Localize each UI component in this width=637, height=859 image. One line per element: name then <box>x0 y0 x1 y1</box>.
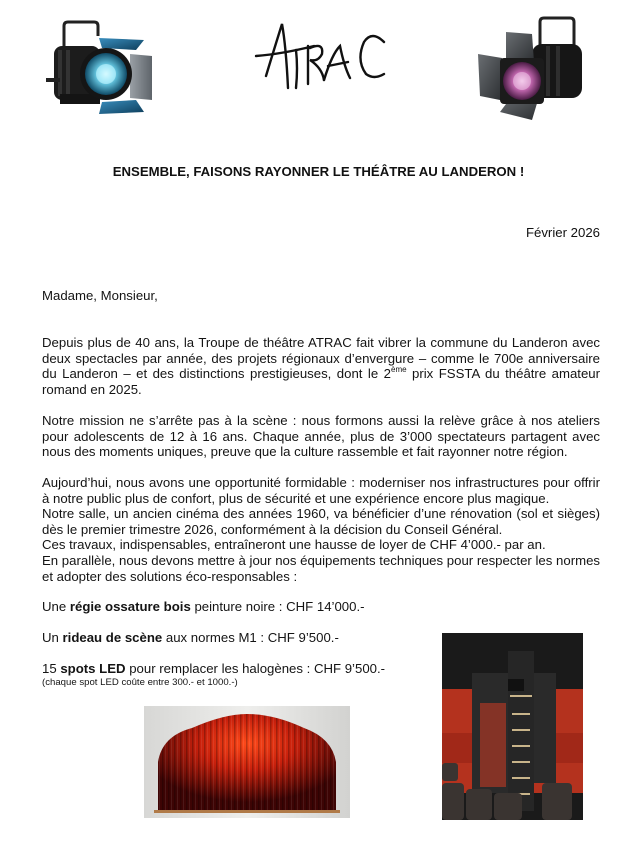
atrac-logo <box>252 16 392 96</box>
atrac-logo-icon <box>252 16 392 96</box>
item-regie <box>42 599 365 615</box>
page-title: ENSEMBLE, FAISONS RAYONNER LE THÉÂTRE AU LANDERON ! <box>112 164 525 179</box>
paragraph-history-text: Depuis plus de 40 ans, la Troupe de théâtre ATRAC fait vibrer la commune du Landeron avec deux spectacles par année, des projets régionaux d’envergure – comme le 700e anniversaire du Landeron – et des distinctions prestigieuses, dont le 2 <box>42 335 600 382</box>
paragraph-opportunity <box>42 475 600 584</box>
letter-date: Février 2026 <box>525 225 600 240</box>
spotlight-blue-icon <box>44 16 156 116</box>
superscript-eme: ème <box>391 365 407 375</box>
item-spots-prefix: 15 <box>42 661 61 676</box>
item-regie-bold: régie ossature bois <box>69 599 191 614</box>
spotlight-blue-image <box>44 16 156 116</box>
item-spots-suffix: pour remplacer les halogènes : CHF 9’500.- <box>125 661 386 676</box>
booth-photo <box>442 633 583 820</box>
item-spots <box>42 661 385 677</box>
spotlight-pink-icon <box>476 14 588 124</box>
paragraph-opportunity-line4: En parallèle, nous devons mettre à jour nos équipements techniques pour respecter les normes et adopter des solutions éco-responsables : <box>42 552 600 584</box>
item-regie-suffix: peinture noire : CHF 14’000.- <box>190 599 365 614</box>
item-rideau <box>42 630 339 646</box>
curtain-photo <box>144 706 350 818</box>
paragraph-opportunity-line3: Ces travaux, indispensables, entraîneront une hausse de loyer de CHF 4’000.- par an. <box>42 537 546 553</box>
paragraph-opportunity-line2: Notre salle, un ancien cinéma des années 1960, va bénéficier d’une rénovation (sol et sièges) dès le premier trimestre 2026, conformément à la décision du Conseil Général. <box>42 506 600 537</box>
paragraph-history <box>42 335 600 397</box>
item-spots-note: (chaque spot LED coûte entre 300.- et 1000.-) <box>42 677 238 688</box>
item-spots-bold: spots LED <box>60 661 126 676</box>
item-rideau-bold: rideau de scène <box>62 630 163 645</box>
spotlight-pink-image <box>476 14 588 124</box>
control-booth-icon <box>442 633 583 820</box>
paragraph-history-text-end: prix FSSTA du théâtre amateur romand en 2025. <box>42 366 600 397</box>
item-rideau-suffix: aux normes M1 : CHF 9’500.- <box>162 630 339 645</box>
item-regie-prefix: Une <box>42 599 70 614</box>
salutation: Madame, Monsieur, <box>42 288 158 303</box>
item-rideau-prefix: Un <box>42 630 63 645</box>
paragraph-opportunity-line1: Aujourd’hui, nous avons une opportunité formidable : moderniser nos infrastructures pour offrir à notre public plus de confort, plus de sécurité et une expérience encore plus magique. <box>42 475 600 506</box>
paragraph-mission: Notre mission ne s’arrête pas à la scène : nous formons aussi la relève grâce à nos ateliers pour adolescents de 12 à 16 ans. Chaque année, plus de 3’000 spectateurs partagent avec nous des moments uniques, preuve que la culture rassemble et fait rayonner notre région. <box>42 413 600 460</box>
red-curtain-icon <box>144 706 350 818</box>
